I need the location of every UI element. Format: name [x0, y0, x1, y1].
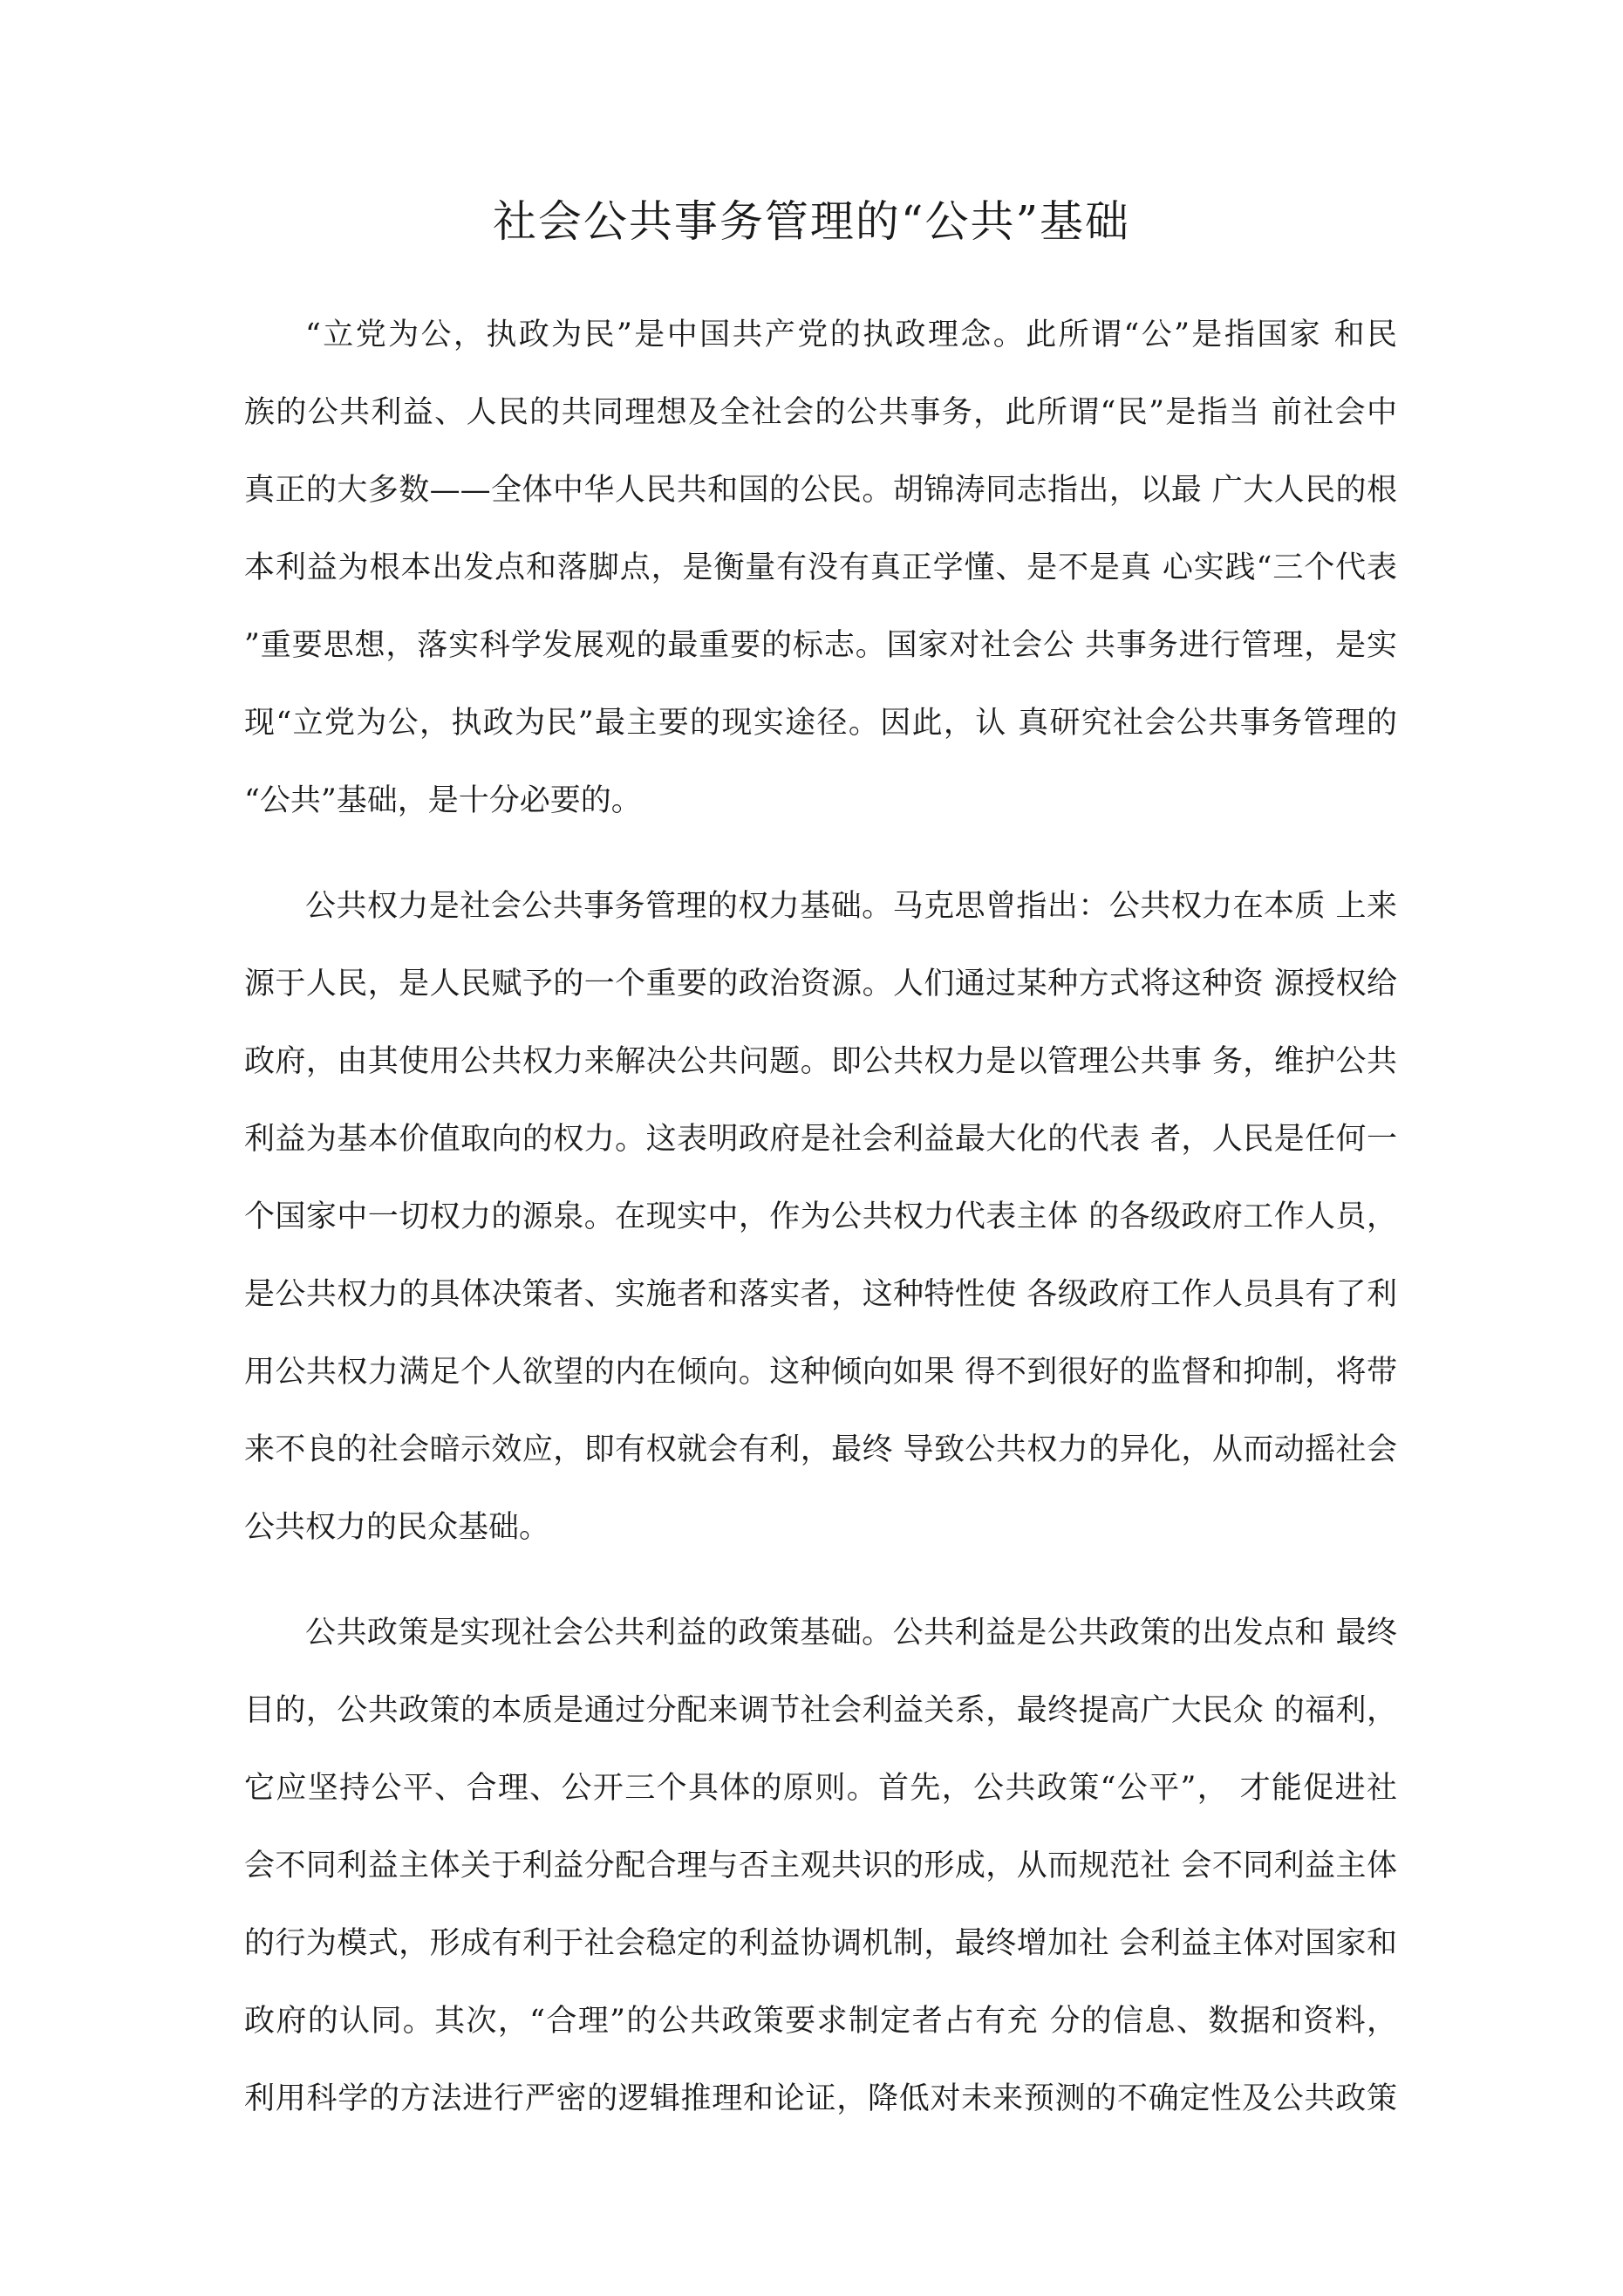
- paragraph-2: [244, 868, 1397, 1567]
- paragraph-line: 公共权力的民众基础。: [244, 1510, 550, 1545]
- paragraph-line: 政府，由其使用公共权力来解决公共问题。即公共权力是以管理公共事 务，维护公共: [244, 1044, 1397, 1079]
- paragraph-line: 是公共权力的具体决策者、实施者和落实者，这种特性使 各级政府工作人员具有了利: [244, 1277, 1397, 1312]
- document-body: [244, 297, 1397, 2166]
- paragraph-line: 个国家中一切权力的源泉。在现实中，作为公共权力代表主体 的各级政府工作人员，: [244, 1199, 1397, 1234]
- paragraph-line: 利益为基本价值取向的权力。这表明政府是社会利益最大化的代表 者，人民是任何一: [244, 1122, 1397, 1157]
- paragraph-line: 政府的认同。其次，“合理”的公共政策要求制定者占有充 分的信息、数据和资料，: [244, 2004, 1397, 2039]
- paragraph-line: 来不良的社会暗示效应，即有权就会有利，最终 导致公共权力的异化，从而动摇社会: [244, 1432, 1397, 1467]
- paragraph-line: 的行为模式，形成有利于社会稳定的利益协调机制，最终增加社 会利益主体对国家和: [244, 1926, 1397, 1961]
- paragraph-line: 族的公共利益、人民的共同理想及全社会的公共事务，此所谓“民”是指当 前社会中: [244, 395, 1397, 430]
- document-title: 社会公共事务管理的“公共”基础: [492, 196, 1131, 247]
- paragraph-line: 目的，公共政策的本质是通过分配来调节社会利益关系，最终提高广大民众 的福利，: [244, 1693, 1397, 1728]
- paragraph-line: 利用科学的方法进行严密的逻辑推理和论证，降低对未来预测的不确定性及公共政策: [244, 2081, 1397, 2116]
- paragraph-line: “公共”基础，是十分必要的。: [244, 783, 642, 818]
- paragraph-line: 它应坚持公平、合理、公开三个具体的原则。首先，公共政策“公平”， 才能促进社: [244, 1771, 1397, 1806]
- paragraph-line: 会不同利益主体关于利益分配合理与否主观共识的形成，从而规范社 会不同利益主体: [244, 1848, 1397, 1883]
- paragraph-line: 本利益为根本出发点和落脚点，是衡量有没有真正学懂、是不是真 心实践“三个代表: [244, 550, 1397, 585]
- paragraph-line: 真正的大多数——全体中华人民共和国的公民。胡锦涛同志指出，以最 广大人民的根: [244, 473, 1397, 508]
- paragraph-line: “立党为公，执政为民”是中国共产党的执政理念。此所谓“公”是指国家 和民: [305, 318, 1397, 352]
- paragraph-line: 用公共权力满足个人欲望的内在倾向。这种倾向如果 得不到很好的监督和抑制，将带: [244, 1355, 1397, 1390]
- paragraph-line: 现“立党为公，执政为民”最主要的现实途径。因此，认 真研究社会公共事务管理的: [244, 706, 1397, 741]
- paragraph-line: 公共政策是实现社会公共利益的政策基础。公共利益是公共政策的出发点和 最终: [305, 1616, 1397, 1650]
- paragraph-3: [244, 1595, 1397, 2138]
- paragraph-line: 源于人民，是人民赋予的一个重要的政治资源。人们通过某种方式将这种资 源授权给: [244, 967, 1397, 1001]
- paragraph-1: [244, 297, 1397, 840]
- paragraph-line: ”重要思想，落实科学发展观的最重要的标志。国家对社会公 共事务进行管理，是实: [244, 628, 1397, 663]
- paragraph-line: 公共权力是社会公共事务管理的权力基础。马克思曾指出：公共权力在本质 上来: [305, 889, 1397, 924]
